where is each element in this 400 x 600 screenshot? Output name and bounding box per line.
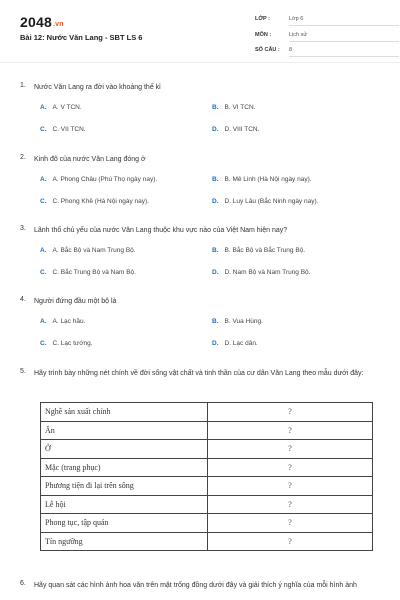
table-cell-value: ? [208,495,373,514]
option-a[interactable] [40,318,85,325]
table-cell-value: ? [208,421,373,440]
option-letter: C. [40,340,47,347]
question-number: 2. [20,154,26,161]
option-letter: B. [212,247,219,254]
option-text: D. VIII TCN. [224,126,260,133]
option-text: D. Lạc dân. [224,340,258,347]
option-letter: A. [40,318,47,325]
option-text: A. Phong Châu (Phú Thọ ngày nay). [52,176,158,183]
option-a[interactable] [40,176,157,183]
option-letter: C. [40,269,47,276]
logo-suffix: .vn [52,21,64,28]
option-text: D. Nam Bộ và Nam Trung Bộ. [224,269,311,276]
table-cell-value: ? [208,477,373,496]
table-cell-label: Nghề sản xuất chính [41,403,208,422]
option-letter: A. [40,176,47,183]
option-text: B. Bắc Bộ và Bắc Trung Bộ. [224,247,306,254]
option-letter: A. [40,247,47,254]
option-letter: B. [212,104,219,111]
question-number: 3. [20,225,26,232]
table-cell-label: Lễ hội [41,495,208,514]
table-cell-label: Tín ngưỡng [41,532,208,551]
question-text: Người đứng đầu một bộ là [34,298,117,305]
table-row [41,458,373,477]
answer-table [40,402,373,551]
option-text: A. Bắc Bộ và Nam Trung Bộ. [52,247,136,254]
table-row [41,477,373,496]
question-text: Lãnh thổ chủ yếu của nước Văn Lang thuộc khu vực nào của Việt Nam hiện nay? [34,227,288,234]
option-letter: D. [212,269,219,276]
option-b[interactable] [212,104,255,111]
option-letter: D. [212,198,219,205]
table-cell-value: ? [208,514,373,533]
table-cell-value: ? [208,458,373,477]
page-title: Bài 12: Nước Văn Lang - SBT LS 6 [20,33,143,42]
header-divider [0,62,400,63]
meta-label: MÔN : [255,32,272,38]
option-letter: C. [40,198,47,205]
option-a[interactable] [40,247,136,254]
option-text: C. Lạc tướng. [52,340,93,347]
meta-label: SỐ CÂU : [255,47,280,53]
table-cell-value: ? [208,532,373,551]
option-text: B. VI TCN. [224,104,256,111]
table-cell-label: Ăn [41,421,208,440]
table-row [41,514,373,533]
question-number: 5. [20,368,26,375]
option-text: D. Luy Lâu (Bắc Ninh ngày nay). [224,198,319,205]
meta-label: LỚP : [255,16,270,22]
option-text: C. Bắc Trung Bộ và Nam Bộ. [52,269,136,276]
option-c[interactable] [40,198,149,205]
table-cell-label: Phương tiện đi lại trên sông [41,477,208,496]
table-cell-label: Ở [41,440,208,459]
table-cell-value: ? [208,440,373,459]
meta-value: Lớp 6 [289,16,399,26]
option-c[interactable] [40,126,86,133]
question-text: Hãy trình bày những nét chính về đời sống vật chất và tinh thần của cư dân Văn Lang theo mẫu dưới đây: [34,370,364,377]
table-row [41,421,373,440]
question-text: Nước Văn Lang ra đời vào khoảng thế kỉ [34,84,161,91]
option-c[interactable] [40,340,93,347]
meta-value: Lịch sử [289,32,399,42]
option-letter: D. [212,126,219,133]
table-cell-label: Phong tục, tập quán [41,514,208,533]
table-row [41,403,373,422]
option-d[interactable] [212,269,310,276]
option-b[interactable] [212,247,305,254]
option-letter: A. [40,104,47,111]
table-cell-value: ? [208,403,373,422]
logo[interactable] [20,14,64,30]
option-d[interactable] [212,126,259,133]
question-text: Kinh đô của nước Văn Lang đóng ở [34,156,146,163]
table-cell-label: Mặc (trang phục) [41,458,208,477]
table-row [41,532,373,551]
option-b[interactable] [212,176,312,183]
header [0,0,400,60]
table-row [41,440,373,459]
option-text: C. Phong Khê (Hà Nội ngày nay). [52,198,149,205]
option-letter: D. [212,340,219,347]
option-letter: B. [212,318,219,325]
meta-value: 8 [289,47,399,57]
option-letter: B. [212,176,219,183]
option-d[interactable] [212,340,258,347]
option-a[interactable] [40,104,82,111]
option-text: C. VII TCN. [52,126,86,133]
option-text: B. Mê Linh (Hà Nội ngày nay). [224,176,312,183]
question-number: 6. [20,580,26,587]
option-d[interactable] [212,198,318,205]
option-c[interactable] [40,269,136,276]
question-number: 4. [20,296,26,303]
option-letter: C. [40,126,47,133]
option-text: B. Vua Hùng. [224,318,263,325]
option-text: A. V TCN. [52,104,82,111]
question-number: 1. [20,82,26,89]
table-row [41,495,373,514]
question-text: Hãy quan sát các hình ảnh hoa văn trên mặt trống đồng dưới đây và giải thích ý nghĩa của mỗi hình ảnh [34,582,357,589]
option-text: A. Lạc hầu. [52,318,86,325]
option-b[interactable] [212,318,263,325]
logo-text: 2048 [20,14,52,30]
